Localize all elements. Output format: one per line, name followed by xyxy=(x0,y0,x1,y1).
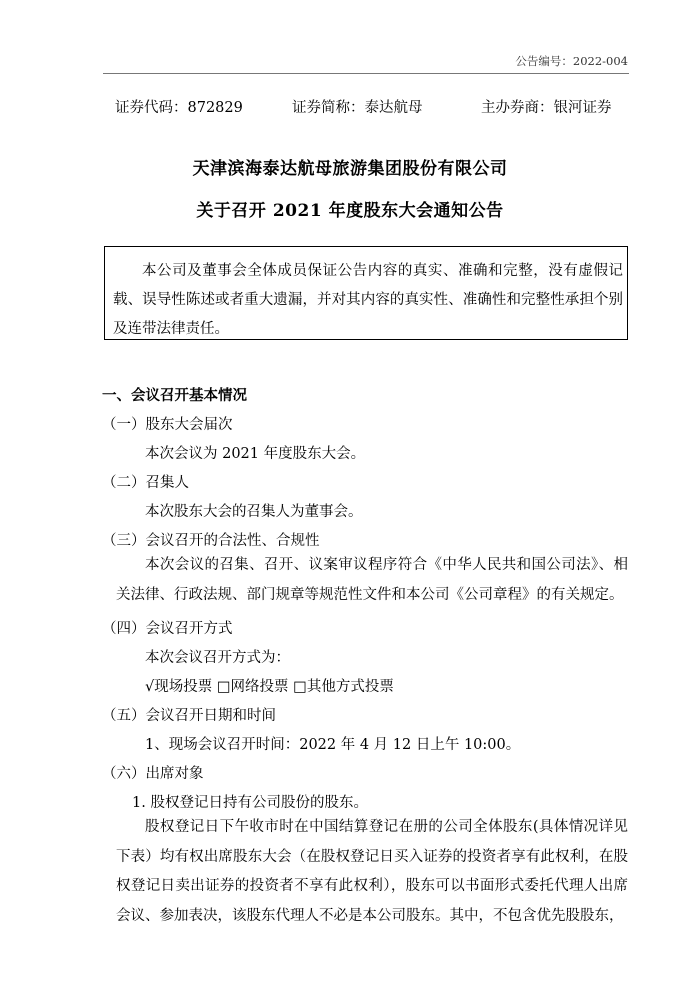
subsection-text-5: 1、现场会议召开时间：2022 年 4 月 12 日上午 10:00。 xyxy=(145,737,521,753)
subsection-title-1: （一）股东大会届次 xyxy=(102,417,233,433)
subsection-text-6: 股权登记日下午收市时在中国结算登记在册的公司全体股东(具体情况详见下表）均有权出席股东大会（在股权登记日买入证券的投资者享有此权利，在股权登记日卖出证券的投资者不享有此权利），股东可以书面形式委托代理人出席会议、参加表决，该股东代理人不必是本公司股东。其中，不包含优先股股东， xyxy=(116,819,628,924)
subsection-title-3: （三）会议召开的合法性、合规性 xyxy=(102,533,320,549)
subsection-title-4: （四）会议召开方式 xyxy=(102,621,233,637)
board-statement-box xyxy=(104,246,628,340)
company-title: 天津滨海泰达航母旅游集团股份有限公司 xyxy=(192,159,508,179)
board-statement-text: 本公司及董事会全体成员保证公告内容的真实、准确和完整，没有虚假记载、误导性陈述或者重大遗漏，并对其内容的真实性、准确性和完整性承担个别及连带法律责任。 xyxy=(113,263,623,337)
securities-code: 证券代码：872829 xyxy=(115,100,243,116)
sponsor-broker: 主办券商：银河证券 xyxy=(481,100,612,116)
attendee-item-1: 1. 股权登记日持有公司股份的股东。 xyxy=(132,795,368,811)
voting-method-options: √现场投票 □网络投票 □其他方式投票 xyxy=(145,679,394,695)
header-divider xyxy=(103,73,629,74)
subsection-title-5: （五）会议召开日期和时间 xyxy=(102,708,276,724)
notice-number: 公告编号：2022-004 xyxy=(515,54,628,68)
subsection-text-1: 本次会议为 2021 年度股东大会。 xyxy=(145,446,366,462)
subsection-text-3: 本次会议的召集、召开、议案审议程序符合《中华人民共和国公司法》、相关法律、行政法规、部门规章等规范性文件和本公司《公司章程》的有关规定。 xyxy=(116,557,628,603)
subsection-title-2: （二）召集人 xyxy=(102,475,189,491)
subsection-text-4: 本次会议召开方式为： xyxy=(145,650,290,666)
notice-title: 关于召开 2021 年度股东大会通知公告 xyxy=(196,201,504,221)
securities-abbreviation: 证券简称：泰达航母 xyxy=(292,100,423,116)
subsection-title-6: （六）出席对象 xyxy=(102,766,204,782)
section-heading: 一、会议召开基本情况 xyxy=(102,387,247,404)
subsection-text-2: 本次股东大会的召集人为董事会。 xyxy=(145,504,363,520)
